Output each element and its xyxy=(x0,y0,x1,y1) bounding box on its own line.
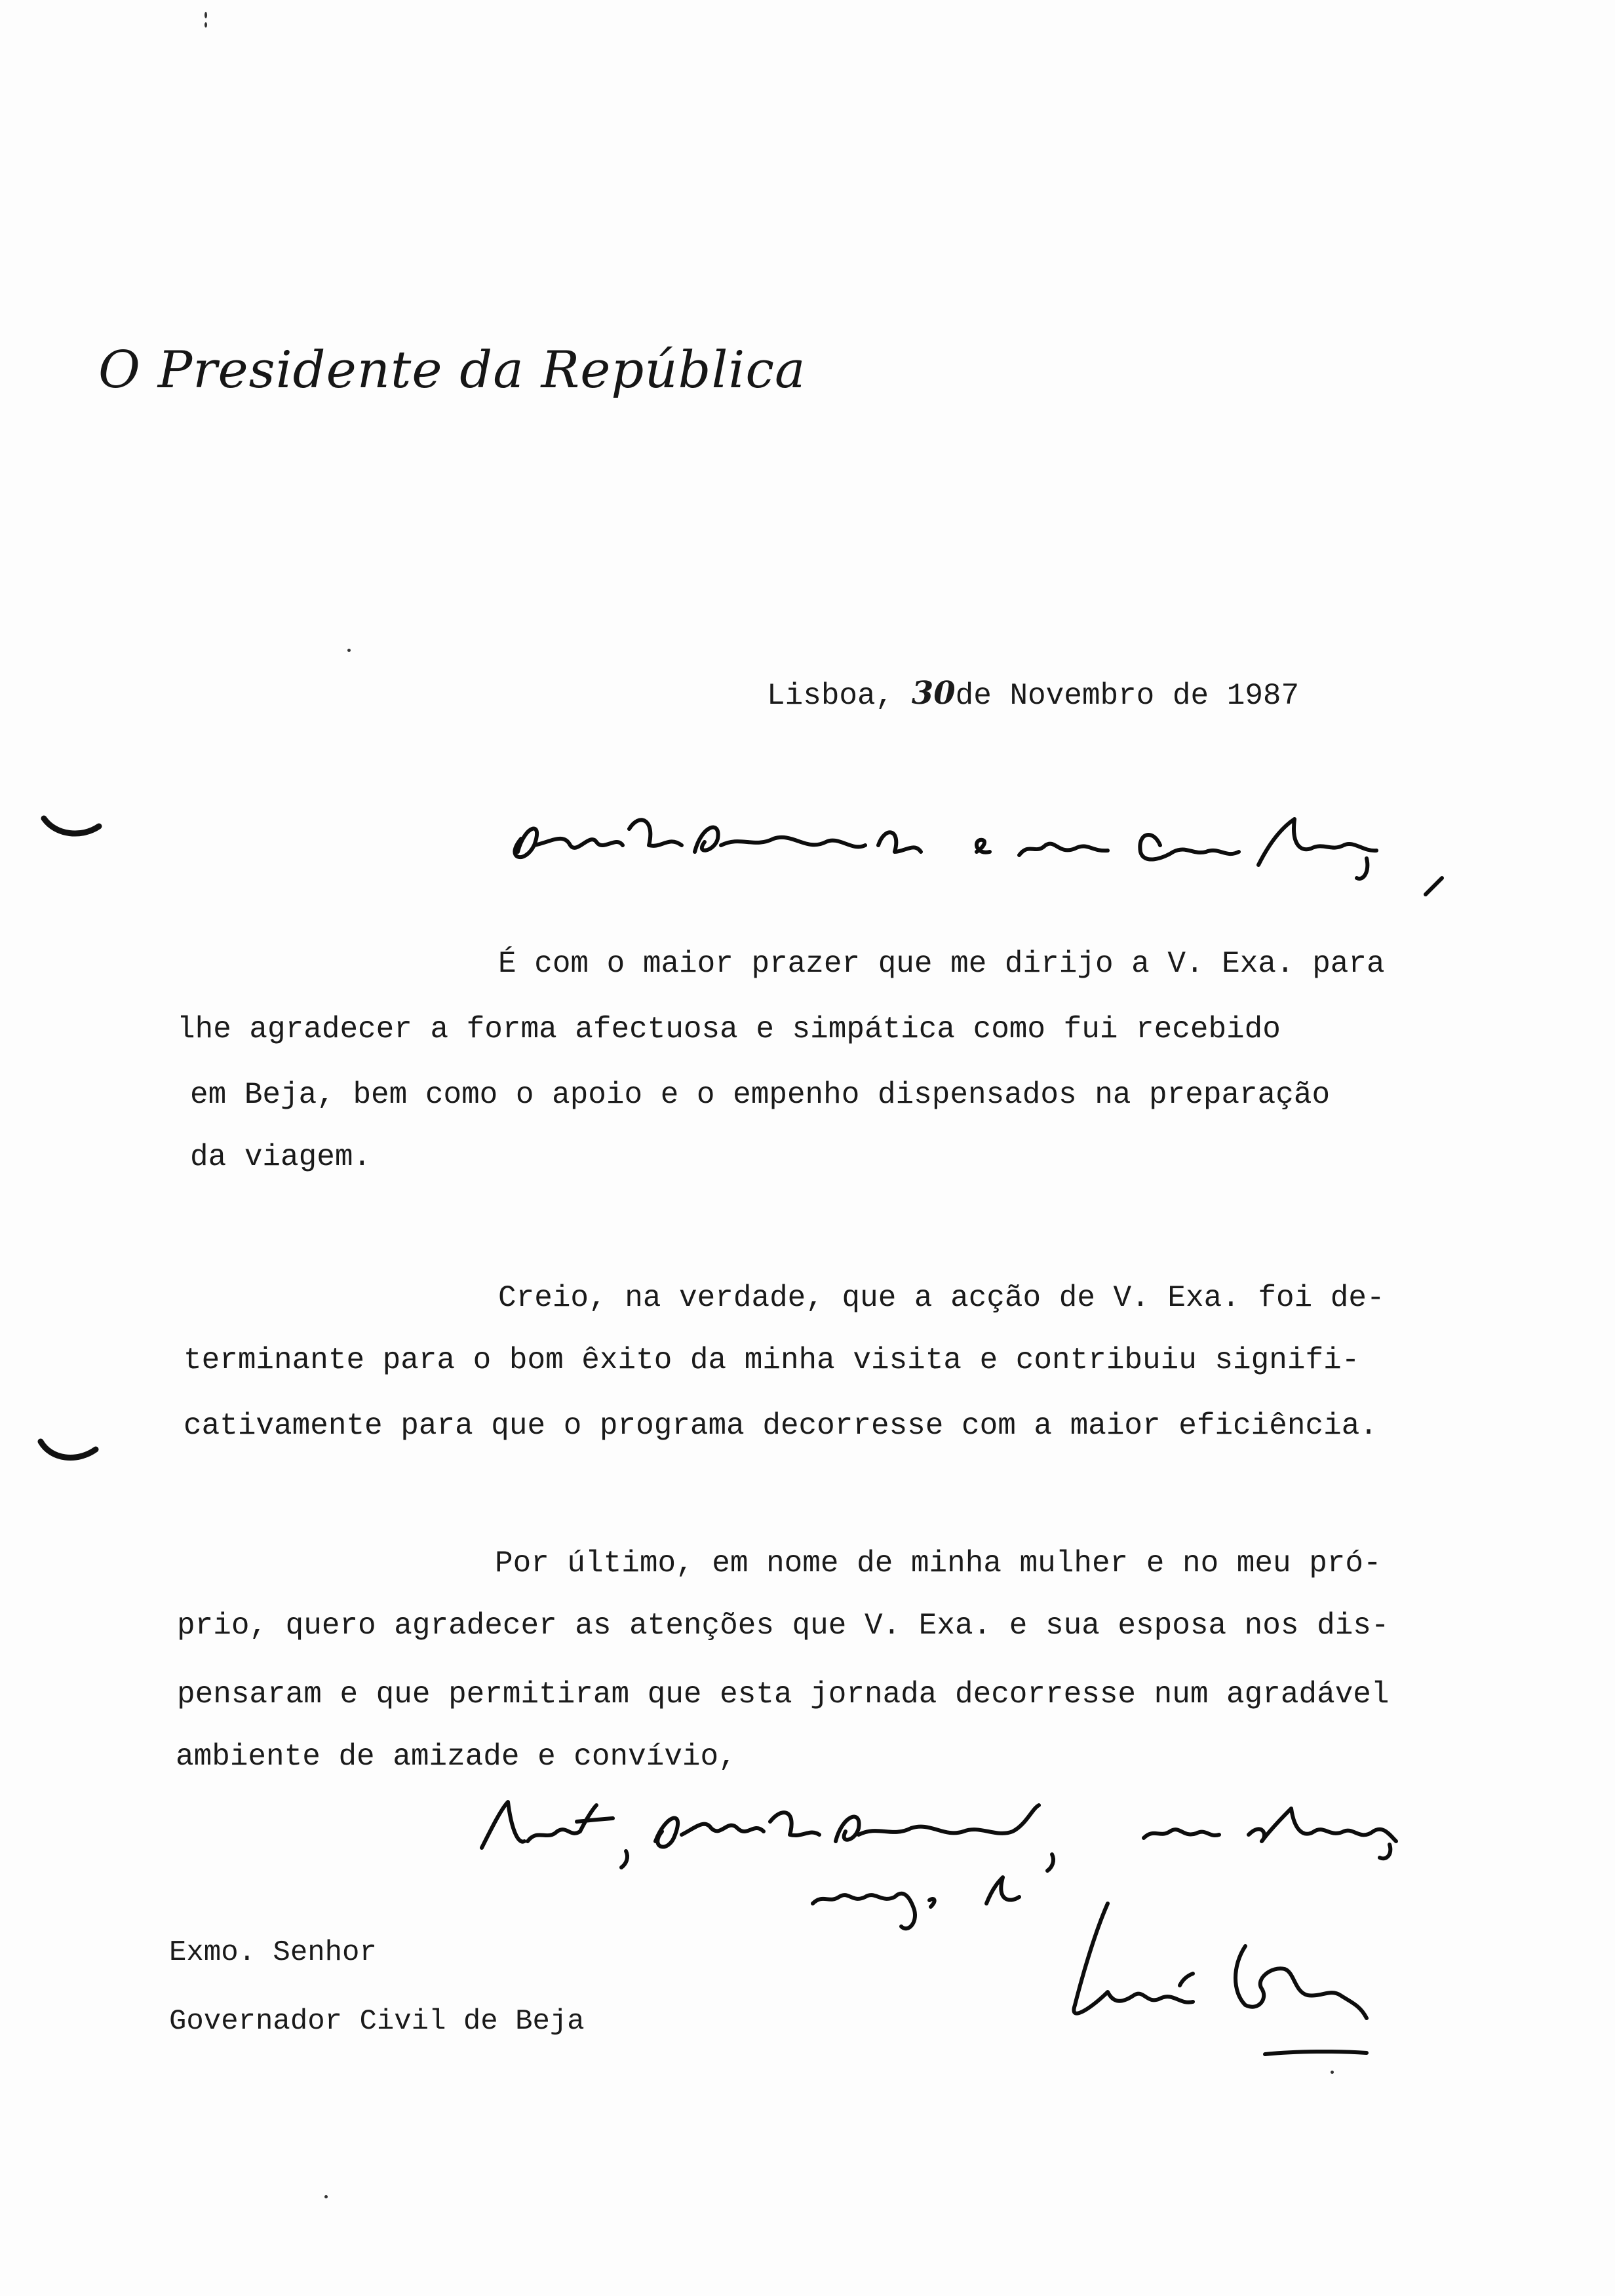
paragraph-1-line-1: É com o maior prazer que me dirijo a V. Exa. para xyxy=(498,947,1385,981)
paragraph-1-line-3: em Beja, bem como o apoio e o empenho dispensados na preparação xyxy=(190,1078,1331,1112)
date-day-handwritten: 30 xyxy=(911,675,956,712)
letterhead-title: O Presidente da República xyxy=(98,341,806,400)
paragraph-3-line-4: ambiente de amizade e convívio, xyxy=(176,1740,737,1774)
paragraph-2-line-1: Creio, na verdade, que a acção de V. Exa. foi de- xyxy=(498,1281,1385,1315)
date-place: Lisboa, xyxy=(767,679,894,713)
scan-speck xyxy=(1331,2071,1334,2074)
addressee-line-2: Governador Civil de Beja xyxy=(169,2005,585,2038)
addressee-line-1: Exmo. Senhor xyxy=(169,1936,377,1969)
paragraph-2-line-3: cativamente para que o programa decorresse com a maior eficiência. xyxy=(184,1409,1378,1443)
date-rest: de Novembro de 1987 xyxy=(955,679,1300,713)
paragraph-3-line-2: prio, quero agradecer as atenções que V. Exa. e sua esposa nos dis- xyxy=(177,1609,1390,1643)
paragraph-2-line-2: terminante para o bom êxito da minha visita e contribuiu signifi- xyxy=(184,1343,1360,1377)
paragraph-1-line-2: lhe agradecer a forma afectuosa e simpática como fui recebido xyxy=(177,1012,1281,1046)
paragraph-3-line-1: Por último, em nome de minha mulher e no meu pró- xyxy=(495,1546,1382,1580)
paragraph-3-line-3: pensaram e que permitiram que esta jornada decorresse num agradável xyxy=(177,1677,1390,1712)
scan-speck xyxy=(324,2195,328,2198)
paragraph-1-line-4: da viagem. xyxy=(190,1140,372,1174)
